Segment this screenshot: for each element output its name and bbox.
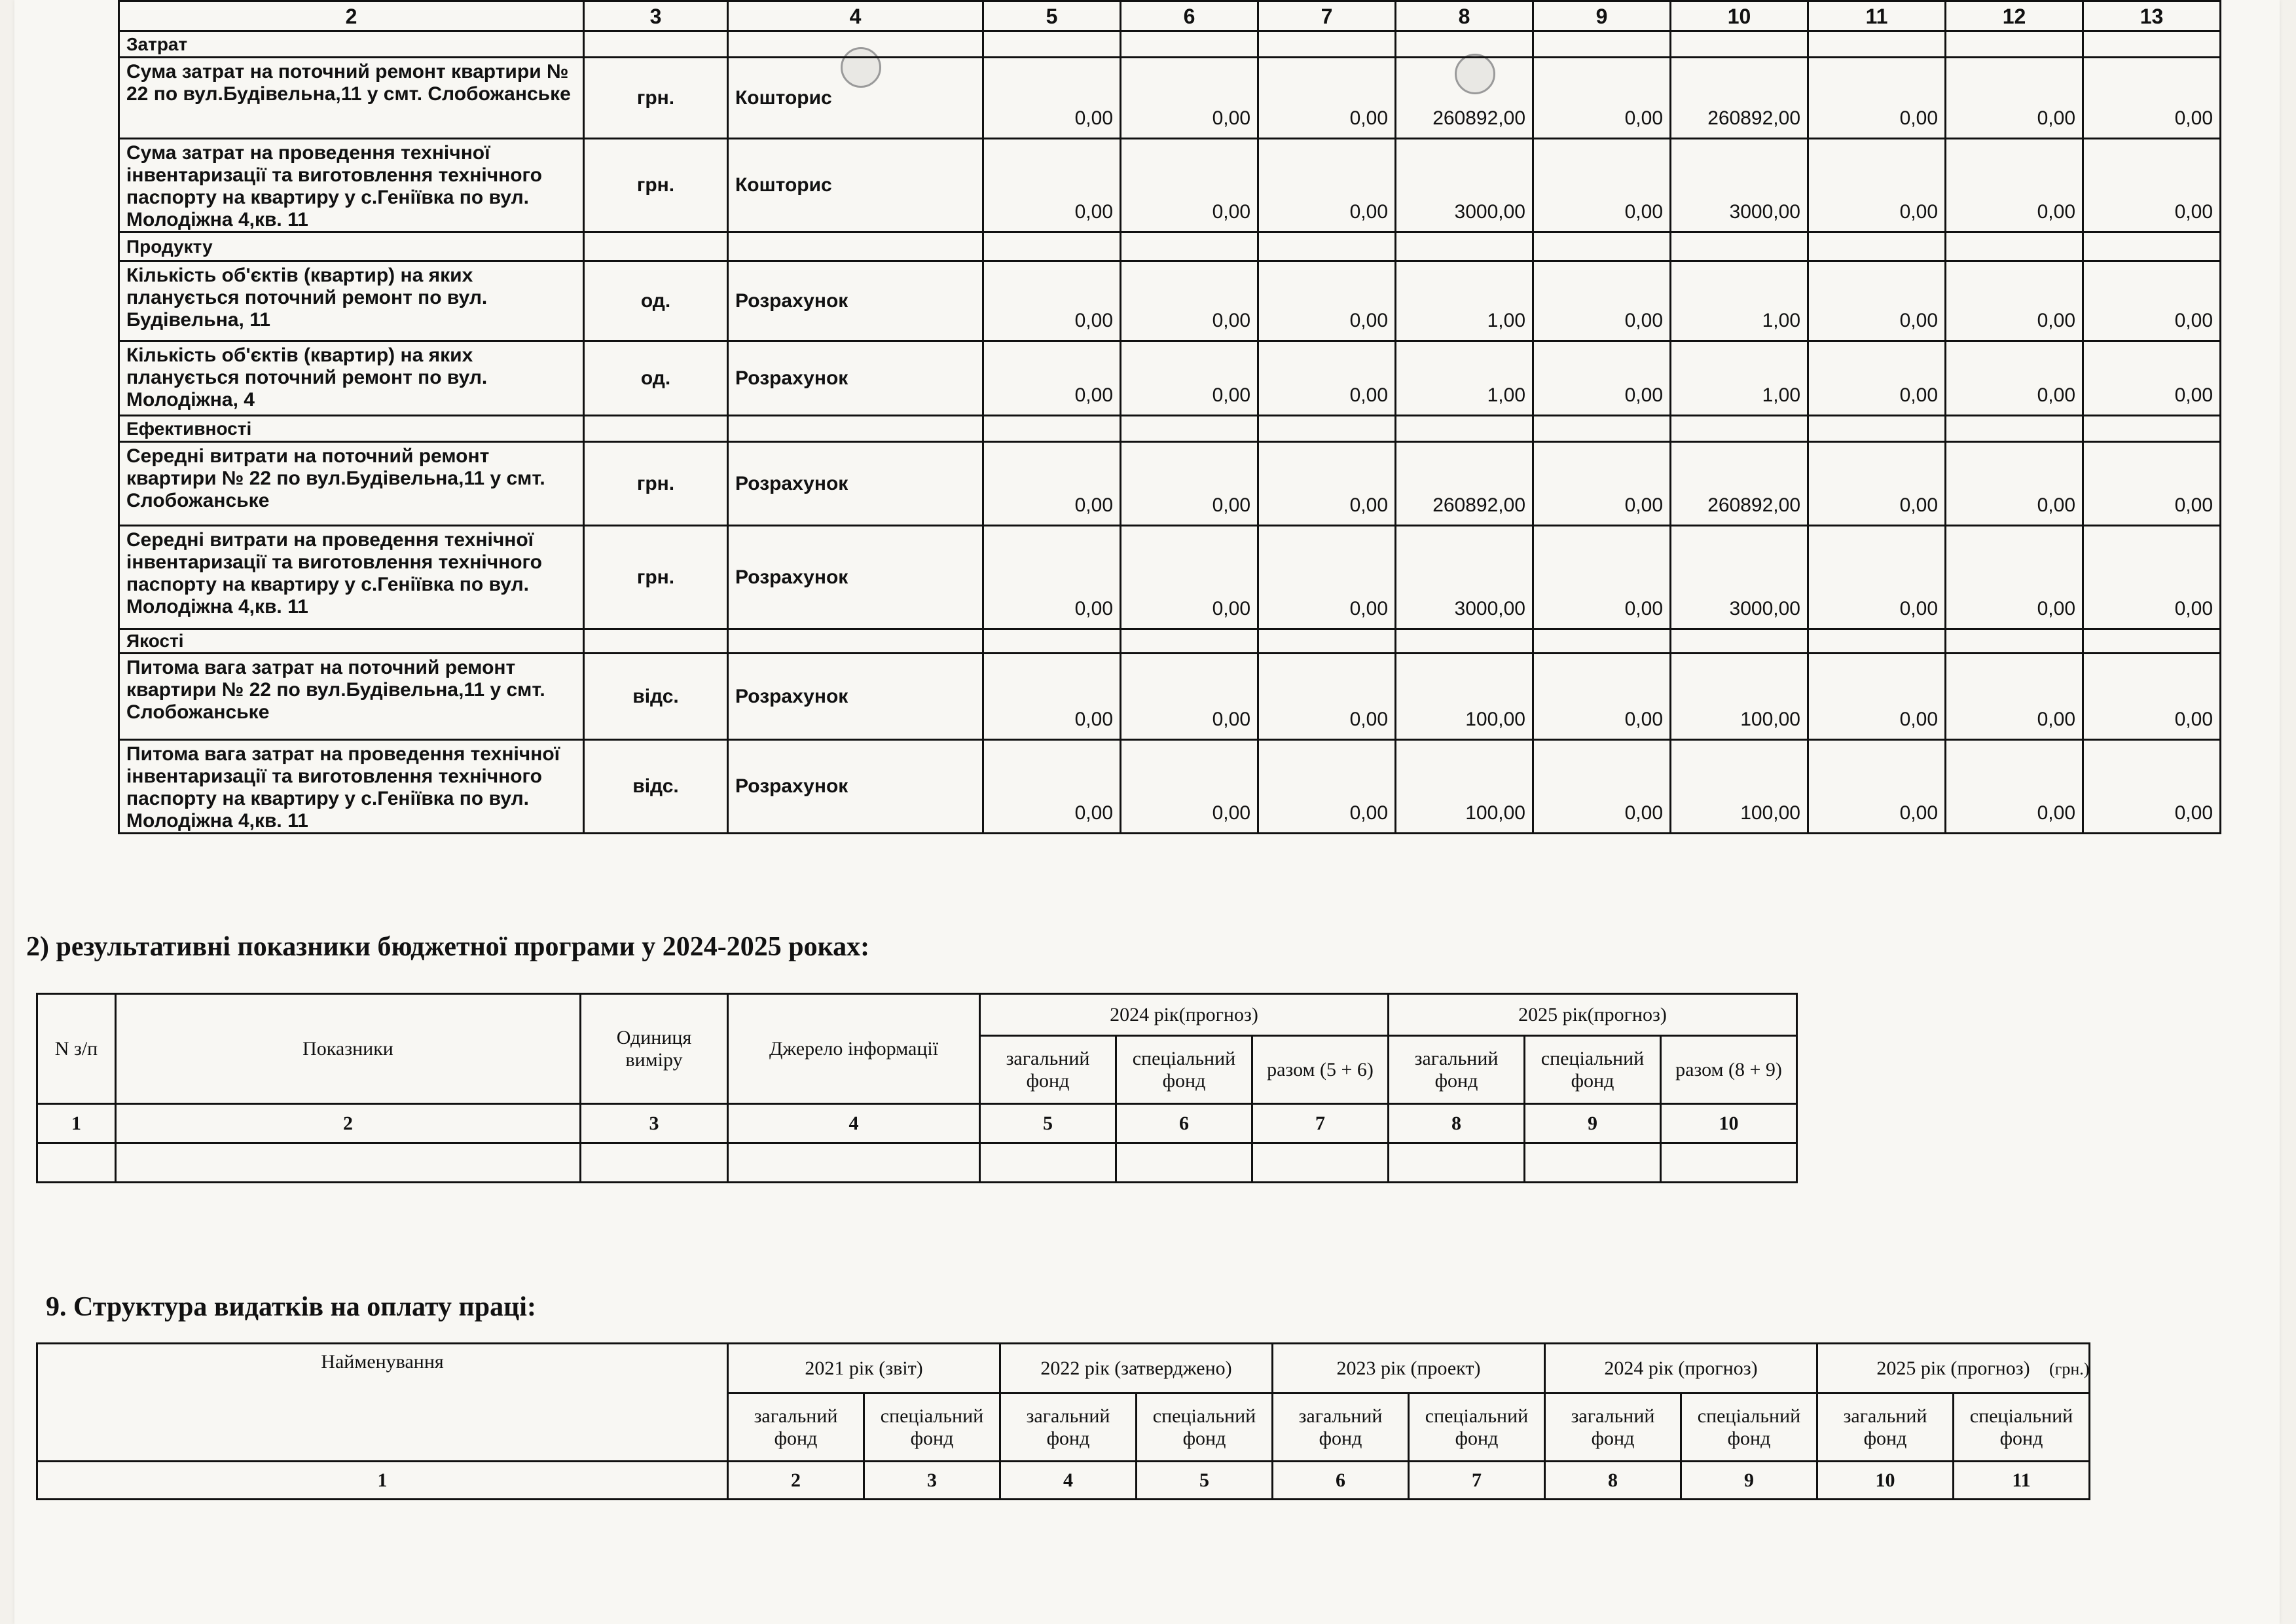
indicator-value: 0,00	[1533, 261, 1671, 341]
section-title: Ефективності	[119, 416, 584, 442]
indicator-value: 0,00	[1121, 654, 1258, 740]
indicator-value: 0,00	[2083, 341, 2221, 416]
column-index: 2	[119, 1, 584, 31]
column-index: 7	[1252, 1104, 1389, 1143]
indicator-value: 0,00	[1533, 654, 1671, 740]
header-2024: 2024 рік (прогноз)	[1545, 1344, 1817, 1393]
indicator-unit: відс.	[584, 654, 728, 740]
header-special-fund: спеціальний фонд	[1409, 1393, 1545, 1462]
indicator-source: Розрахунок	[728, 341, 983, 416]
indicator-value: 0,00	[1533, 139, 1671, 232]
column-index: 7	[1258, 1, 1396, 31]
header-name: Найменування	[37, 1344, 728, 1462]
indicator-source: Розрахунок	[728, 740, 983, 834]
indicator-value: 0,00	[1121, 341, 1258, 416]
column-index: 9	[1525, 1104, 1661, 1143]
indicator-name: Питома вага затрат на проведення технічної інвентаризації та виготовлення технічного паспорту на квартиру у с.Геніївка по вул. Молодіжна 4,кв. 11	[119, 740, 584, 834]
column-index: 8	[1389, 1104, 1525, 1143]
header-special-fund: спеціальний фонд	[1116, 1036, 1252, 1104]
indicator-value: 0,00	[1258, 654, 1396, 740]
indicator-value: 0,00	[1258, 261, 1396, 341]
header-general-fund: загальний фонд	[1389, 1036, 1525, 1104]
header-general-fund: загальний фонд	[1817, 1393, 1954, 1462]
indicator-value: 100,00	[1671, 740, 1808, 834]
header-2023: 2023 рік (проект)	[1273, 1344, 1545, 1393]
column-index: 8	[1396, 1, 1533, 31]
indicator-unit: грн.	[584, 139, 728, 232]
column-index: 3	[864, 1462, 1000, 1500]
indicator-value: 0,00	[1946, 740, 2083, 834]
column-index: 1	[37, 1462, 728, 1500]
indicator-value: 0,00	[1808, 261, 1946, 341]
indicator-value: 0,00	[1258, 740, 1396, 834]
header-indicators: Показники	[116, 994, 581, 1104]
empty-row	[37, 1143, 1797, 1183]
indicator-value: 0,00	[983, 261, 1121, 341]
indicator-value: 1,00	[1671, 341, 1808, 416]
header-unit: Одиниця виміру	[581, 994, 728, 1104]
header-2025: 2025 рік (прогноз)	[1817, 1344, 2090, 1393]
indicator-value: 0,00	[1533, 526, 1671, 629]
indicator-value: 0,00	[1946, 654, 2083, 740]
header-special-fund: спеціальний фонд	[1137, 1393, 1273, 1462]
indicator-value: 0,00	[1258, 526, 1396, 629]
column-index: 12	[1946, 1, 2083, 31]
header-general-fund: загальний фонд	[1000, 1393, 1137, 1462]
indicator-value: 0,00	[1258, 442, 1396, 526]
indicator-value: 0,00	[1533, 58, 1671, 139]
indicator-value: 0,00	[2083, 442, 2221, 526]
indicator-value: 0,00	[1946, 58, 2083, 139]
table-row	[119, 740, 2221, 834]
indicator-value: 0,00	[1258, 58, 1396, 139]
indicator-value: 0,00	[2083, 261, 2221, 341]
indicator-name: Питома вага затрат на поточний ремонт квартири № 22 по вул.Будівельна,11 у смт. Слобожанське	[119, 654, 584, 740]
section-title: Якості	[119, 629, 584, 654]
salary-structure-table	[36, 1342, 2090, 1500]
indicator-value: 1,00	[1396, 341, 1533, 416]
indicator-value: 0,00	[1946, 139, 2083, 232]
table-row	[119, 341, 2221, 416]
indicator-value: 260892,00	[1396, 58, 1533, 139]
section-title: Продукту	[119, 232, 584, 261]
currency-unit-note: (грн.)	[2049, 1359, 2090, 1378]
indicator-value: 260892,00	[1671, 442, 1808, 526]
column-index-row	[119, 1, 2221, 31]
indicator-value: 260892,00	[1671, 58, 1808, 139]
indicator-value: 0,00	[1121, 740, 1258, 834]
indicator-value: 0,00	[1258, 139, 1396, 232]
column-index: 3	[581, 1104, 728, 1143]
indicator-name: Середні витрати на проведення технічної інвентаризації та виготовлення технічного паспорту на квартиру у с.Геніївка по вул. Молодіжна 4,кв. 11	[119, 526, 584, 629]
column-index: 5	[983, 1, 1121, 31]
column-index: 2	[116, 1104, 581, 1143]
indicator-value: 0,00	[1533, 442, 1671, 526]
header-special-fund: спеціальний фонд	[1525, 1036, 1661, 1104]
table-row	[119, 442, 2221, 526]
indicator-value: 0,00	[1946, 526, 2083, 629]
header-general-fund: загальний фонд	[1545, 1393, 1681, 1462]
indicator-value: 3000,00	[1396, 526, 1533, 629]
table-row	[119, 654, 2221, 740]
indicator-value: 0,00	[1946, 341, 2083, 416]
column-index: 2	[728, 1462, 864, 1500]
header-special-fund: спеціальний фонд	[864, 1393, 1000, 1462]
section-row	[119, 629, 2221, 654]
column-index: 11	[1808, 1, 1946, 31]
indicator-name: Сума затрат на проведення технічної інвентаризації та виготовлення технічного паспорту на квартиру у с.Геніївка по вул. Молодіжна 4,кв. 11	[119, 139, 584, 232]
header-num: N з/п	[37, 994, 116, 1104]
indicator-unit: грн.	[584, 58, 728, 139]
indicator-value: 0,00	[2083, 526, 2221, 629]
indicator-value: 100,00	[1671, 654, 1808, 740]
indicator-value: 1,00	[1396, 261, 1533, 341]
indicator-value: 0,00	[1808, 740, 1946, 834]
indicator-value: 0,00	[2083, 139, 2221, 232]
indicator-value: 1,00	[1671, 261, 1808, 341]
column-index-row	[37, 1462, 2090, 1500]
indicator-value: 0,00	[1808, 58, 1946, 139]
indicator-value: 0,00	[1533, 341, 1671, 416]
header-source: Джерело інформації	[728, 994, 980, 1104]
column-index: 5	[1137, 1462, 1273, 1500]
indicator-value: 0,00	[983, 654, 1121, 740]
indicator-value: 0,00	[983, 740, 1121, 834]
indicator-value: 0,00	[1808, 341, 1946, 416]
indicator-unit: грн.	[584, 526, 728, 629]
indicator-value: 0,00	[1121, 526, 1258, 629]
indicator-value: 0,00	[1808, 654, 1946, 740]
table-row	[119, 58, 2221, 139]
indicator-value: 0,00	[983, 58, 1121, 139]
column-index: 10	[1661, 1104, 1797, 1143]
header-2022: 2022 рік (затверджено)	[1000, 1344, 1273, 1393]
indicator-value: 100,00	[1396, 654, 1533, 740]
indicator-source: Кошторис	[728, 139, 983, 232]
column-index: 6	[1121, 1, 1258, 31]
column-index: 9	[1681, 1462, 1817, 1500]
indicator-value: 0,00	[1946, 442, 2083, 526]
header-special-fund: спеціальний фонд	[1681, 1393, 1817, 1462]
column-index-row	[37, 1104, 1797, 1143]
indicator-value: 0,00	[1808, 442, 1946, 526]
indicators-table	[118, 0, 2221, 834]
column-index: 4	[728, 1, 983, 31]
indicator-value: 0,00	[983, 139, 1121, 232]
column-index: 8	[1545, 1462, 1681, 1500]
indicator-value: 0,00	[983, 526, 1121, 629]
header-general-fund: загальний фонд	[1273, 1393, 1409, 1462]
indicator-value: 0,00	[2083, 740, 2221, 834]
indicator-value: 100,00	[1396, 740, 1533, 834]
section-row	[119, 232, 2221, 261]
indicator-unit: грн.	[584, 442, 728, 526]
indicator-unit: од.	[584, 341, 728, 416]
column-index: 5	[980, 1104, 1116, 1143]
header-total: разом (5 + 6)	[1252, 1036, 1389, 1104]
indicator-name: Кількість об'єктів (квартир) на яких планується поточний ремонт по вул. Будівельна, 11	[119, 261, 584, 341]
indicator-source: Розрахунок	[728, 261, 983, 341]
column-index: 11	[1954, 1462, 2090, 1500]
header-total: разом (8 + 9)	[1661, 1036, 1797, 1104]
column-index: 10	[1671, 1, 1808, 31]
indicators-2024-2025-table	[36, 993, 1798, 1183]
header-general-fund: загальний фонд	[980, 1036, 1116, 1104]
indicator-value: 260892,00	[1396, 442, 1533, 526]
column-index: 13	[2083, 1, 2221, 31]
column-index: 6	[1273, 1462, 1409, 1500]
indicator-source: Розрахунок	[728, 442, 983, 526]
indicator-source: Кошторис	[728, 58, 983, 139]
table-row	[119, 526, 2221, 629]
header-2024: 2024 рік(прогноз)	[980, 994, 1389, 1036]
section-row	[119, 416, 2221, 442]
indicator-source: Розрахунок	[728, 526, 983, 629]
column-index: 10	[1817, 1462, 1954, 1500]
section-2-heading: 2) результативні показники бюджетної програми у 2024-2025 роках:	[26, 932, 870, 962]
indicator-value: 0,00	[983, 341, 1121, 416]
indicator-source: Розрахунок	[728, 654, 983, 740]
indicator-unit: відс.	[584, 740, 728, 834]
indicator-name: Середні витрати на поточний ремонт квартири № 22 по вул.Будівельна,11 у смт. Слобожанське	[119, 442, 584, 526]
column-index: 6	[1116, 1104, 1252, 1143]
indicator-value: 0,00	[1121, 58, 1258, 139]
table-row	[119, 261, 2221, 341]
indicator-value: 0,00	[1121, 442, 1258, 526]
header-special-fund: спеціальний фонд	[1954, 1393, 2090, 1462]
indicator-value: 0,00	[2083, 654, 2221, 740]
section-9-heading: 9. Структура видатків на оплату праці:	[46, 1292, 536, 1322]
header-2025: 2025 рік(прогноз)	[1389, 994, 1797, 1036]
indicator-name: Сума затрат на поточний ремонт квартири № 22 по вул.Будівельна,11 у смт. Слобожанське	[119, 58, 584, 139]
indicator-value: 0,00	[1121, 261, 1258, 341]
indicator-unit: од.	[584, 261, 728, 341]
column-index: 4	[728, 1104, 980, 1143]
table-row	[119, 139, 2221, 232]
indicator-value: 3000,00	[1671, 526, 1808, 629]
column-index: 3	[584, 1, 728, 31]
column-index: 7	[1409, 1462, 1545, 1500]
indicator-value: 0,00	[1258, 341, 1396, 416]
indicator-value: 0,00	[1808, 139, 1946, 232]
indicator-value: 0,00	[1121, 139, 1258, 232]
header-general-fund: загальний фонд	[728, 1393, 864, 1462]
indicator-value: 0,00	[2083, 58, 2221, 139]
indicator-value: 0,00	[1808, 526, 1946, 629]
indicator-value: 0,00	[1946, 261, 2083, 341]
indicator-value: 3000,00	[1671, 139, 1808, 232]
section-row	[119, 31, 2221, 58]
indicator-name: Кількість об'єктів (квартир) на яких планується поточний ремонт по вул. Молодіжна, 4	[119, 341, 584, 416]
section-title: Затрат	[119, 31, 584, 58]
indicator-value: 0,00	[983, 442, 1121, 526]
indicator-value: 3000,00	[1396, 139, 1533, 232]
header-2021: 2021 рік (звіт)	[728, 1344, 1000, 1393]
column-index: 9	[1533, 1, 1671, 31]
column-index: 4	[1000, 1462, 1137, 1500]
column-index: 1	[37, 1104, 116, 1143]
indicator-value: 0,00	[1533, 740, 1671, 834]
